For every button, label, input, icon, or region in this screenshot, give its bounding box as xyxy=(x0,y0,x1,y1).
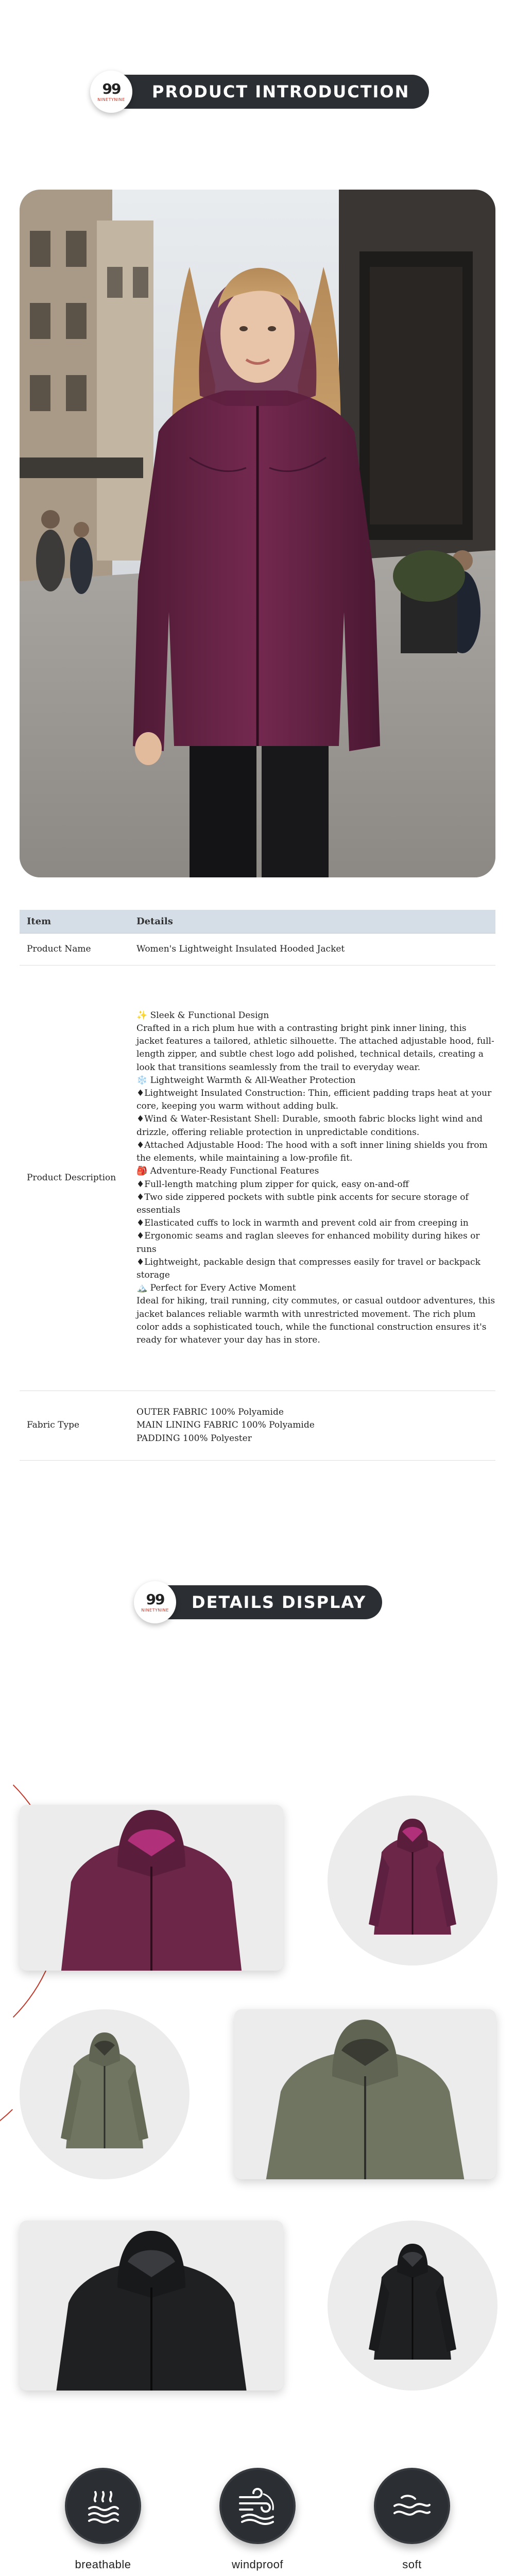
brand-name: NINETYNINE xyxy=(141,1607,169,1613)
product-name-label: Product Name xyxy=(20,934,129,965)
brand-logo xyxy=(134,1581,176,1623)
brand-name: NINETYNINE xyxy=(97,97,125,102)
description-line: 🏔️ Perfect for Every Active Moment xyxy=(136,1283,296,1294)
brand-mark: 99 xyxy=(102,80,121,97)
soft-icon xyxy=(374,2468,450,2544)
brand-logo xyxy=(90,71,132,113)
description-line: ✨ Sleek & Functional Design xyxy=(136,1010,269,1021)
product-spec-table xyxy=(20,910,495,1461)
fabric-type-value xyxy=(129,1391,495,1461)
details-banner xyxy=(138,1585,382,1619)
description-line: ♦Lightweight, packable design that compresses easily for travel or backpack storage xyxy=(136,1257,480,1280)
details-title: DETAILS DISPLAY xyxy=(192,1592,367,1612)
description-line: ♦Full-length matching plum zipper for quick, easy on-and-off xyxy=(136,1179,409,1190)
feature-soft xyxy=(355,2468,469,2572)
description-line: Ideal for hiking, trail running, city commutes, or casual outdoor adventures, this jacket balances reliable warmth with unrestricted movement. The rich plum color adds a sophisticated touch, while the functional construction ensures it's ready for whatever your day has in store. xyxy=(136,1296,495,1345)
plum-jacket-closeup xyxy=(20,1805,283,1971)
table-header-row xyxy=(20,910,495,934)
black-jacket-full xyxy=(328,2221,497,2391)
description-line: ♦Two side zippered pockets with subtle pink accents for secure storage of essentials xyxy=(136,1192,469,1215)
windproof-icon xyxy=(219,2468,296,2544)
brand-mark: 99 xyxy=(146,1590,164,1608)
fabric-line: OUTER FABRIC 100% Polyamide xyxy=(136,1406,284,1417)
black-jacket-closeup-illustration xyxy=(20,2221,283,2391)
col-header-details: Details xyxy=(129,910,495,934)
plum-jacket-full-illustration xyxy=(328,1795,497,1965)
intro-banner xyxy=(94,75,429,109)
fabric-line: PADDING 100% Polyester xyxy=(136,1433,252,1444)
plum-jacket-closeup-illustration xyxy=(20,1805,283,1971)
feature-label-windproof: windproof xyxy=(232,2558,283,2571)
product-description-label: Product Description xyxy=(20,965,129,1391)
olive-jacket-full-illustration xyxy=(20,2009,190,2179)
breathable-icon xyxy=(65,2468,141,2544)
hero-photo-illustration xyxy=(20,190,495,877)
feature-label-breathable: breathable xyxy=(75,2558,131,2571)
col-header-item: Item xyxy=(20,910,129,934)
feature-windproof xyxy=(201,2468,314,2572)
olive-jacket-closeup-illustration xyxy=(234,2009,496,2179)
fabric-type-label: Fabric Type xyxy=(20,1391,129,1461)
fabric-line: MAIN LINING FABRIC 100% Polyamide xyxy=(136,1420,315,1431)
description-line: Crafted in a rich plum hue with a contrasting bright pink inner lining, this jacket features a tailored, athletic silhouette. The attached adjustable hood, full-length zipper, and subtle chest logo add polished, technical details, creating a look that transitions seamlessly from the trail to everyday wear. xyxy=(136,1023,494,1073)
table-row-product-name xyxy=(20,934,495,965)
olive-jacket-closeup xyxy=(234,2009,496,2179)
description-line: ❄️ Lightweight Warmth & All-Weather Protection xyxy=(136,1075,356,1086)
olive-jacket-full xyxy=(20,2009,190,2179)
black-jacket-closeup xyxy=(20,2221,283,2391)
intro-title: PRODUCT INTRODUCTION xyxy=(152,82,410,101)
description-line: ♦Elasticated cuffs to lock in warmth and prevent cold air from creeping in xyxy=(136,1218,469,1229)
feature-breathable xyxy=(46,2468,160,2572)
product-name-value: Women's Lightweight Insulated Hooded Jacket xyxy=(129,934,495,965)
plum-jacket-full xyxy=(328,1795,497,1965)
feature-label-soft: soft xyxy=(402,2558,422,2571)
description-line: ♦Wind & Water-Resistant Shell: Durable, smooth fabric blocks light wind and drizzle, offering reliable protection in unpredictable conditions. xyxy=(136,1114,483,1138)
description-line: ♦Lightweight Insulated Construction: Thin, efficient padding traps heat at your core, keeping you warm without adding bulk. xyxy=(136,1088,492,1112)
product-description-value xyxy=(129,965,495,1391)
description-line: ♦Ergonomic seams and raglan sleeves for enhanced mobility during hikes or runs xyxy=(136,1231,480,1255)
description-line: ♦Attached Adjustable Hood: The hood with a soft inner lining shields you from the elements, while maintaining a low-profile fit. xyxy=(136,1140,488,1164)
table-row-fabric xyxy=(20,1391,495,1461)
table-row-description xyxy=(20,965,495,1391)
hero-model-photo xyxy=(20,190,495,877)
description-line: 🎒 Adventure-Ready Functional Features xyxy=(136,1166,319,1177)
black-jacket-full-illustration xyxy=(328,2221,497,2391)
